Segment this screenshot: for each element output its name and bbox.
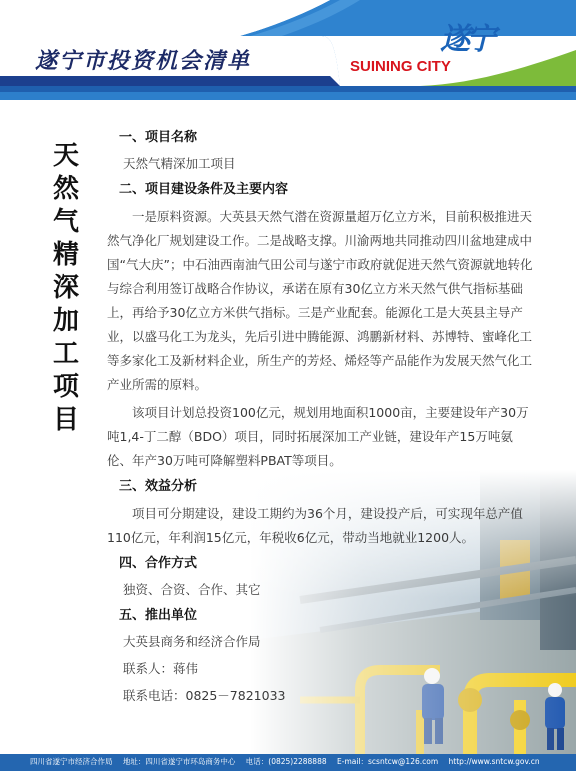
benefits-paragraph: 项目可分期建设，建设工期约为36个月，建设投产后，可实现年总产值110亿元，年利润15亿元，年税收6亿元，带动当地就业1200人。	[107, 506, 523, 545]
vertical-title-char: 目	[52, 405, 79, 435]
section-heading-publisher: 五、推出单位	[119, 608, 198, 623]
vertical-title-char: 深	[52, 273, 79, 303]
vertical-title-char: 气	[52, 207, 79, 237]
vertical-title-char: 天	[52, 141, 79, 171]
vertical-title-char: 精	[52, 240, 79, 270]
section-heading-project-name: 一、项目名称	[119, 130, 198, 145]
project-content	[107, 128, 537, 712]
publisher-organization: 大英县商务和经济合作局	[123, 634, 261, 649]
header-title: 遂宁市投资机会清单	[35, 49, 252, 74]
investment-paragraph: 该项目计划总投资100亿元，规划用地面积1000亩，主要建设年产30万吨1,4-丁二醇（BDO）项目，同时拓展深加工产业链，建设年产15万吨氨伦、年产30万吨可降解塑料PBAT等项目。	[107, 405, 529, 468]
cooperation-modes-text: 独资、合资、合作、其它	[123, 582, 261, 597]
footer-address: 地址：四川省遂宁市环岛商务中心	[122, 757, 236, 766]
footer-organization: 四川省遂宁市经济合作局	[30, 757, 113, 766]
project-name-text: 天然气精深加工项目	[123, 156, 236, 171]
vertical-title-char: 然	[52, 174, 79, 204]
contact-phone: 联系电话：0825－7821033	[123, 688, 286, 703]
vertical-project-title	[49, 140, 83, 437]
section-heading-benefits: 三、效益分析	[119, 479, 198, 494]
city-logo: 遂宁	[440, 22, 492, 57]
section-heading-cooperation: 四、合作方式	[119, 556, 198, 571]
vertical-title-char: 工	[52, 339, 79, 369]
conditions-paragraph: 一是原料资源。大英县天然气潜在资源量超万亿立方米，目前积极推进天然气净化厂规划建设工作。二是战略支撑。川渝两地共同推动四川盆地建成中国“气大庆”；中石油西南油气田公司与遂宁市政府就促进天然气资源就地转化与综合利用签订战略合作协议，承诺在原有30亿立方米天然气供气指标基础上，再给予30亿立方米供气指标。三是产业配套。能源化工是大英县主导产业，以盛马化工为龙头，先后引进中腾能源、鸿鹏新材料、苏博特、蜜峰化工等多家化工及新材料企业，所生产的芳烃、烯烃等产品能作为发展天然气化工产业所需的原料。	[107, 209, 533, 392]
header-city-name: SUINING CITY	[350, 58, 451, 75]
vertical-title-char: 项	[52, 372, 79, 402]
footer-email[interactable]: E-mail：scsntcw@126.com	[337, 757, 439, 766]
vertical-title-char: 加	[52, 306, 79, 336]
contact-person: 联系人：蒋伟	[123, 661, 199, 676]
footer-info	[30, 756, 570, 767]
footer-website[interactable]: http://www.sntcw.gov.cn	[448, 757, 540, 766]
section-heading-conditions: 二、项目建设条件及主要内容	[119, 182, 289, 197]
footer-phone: 电话：(0825)2288888	[245, 757, 327, 766]
